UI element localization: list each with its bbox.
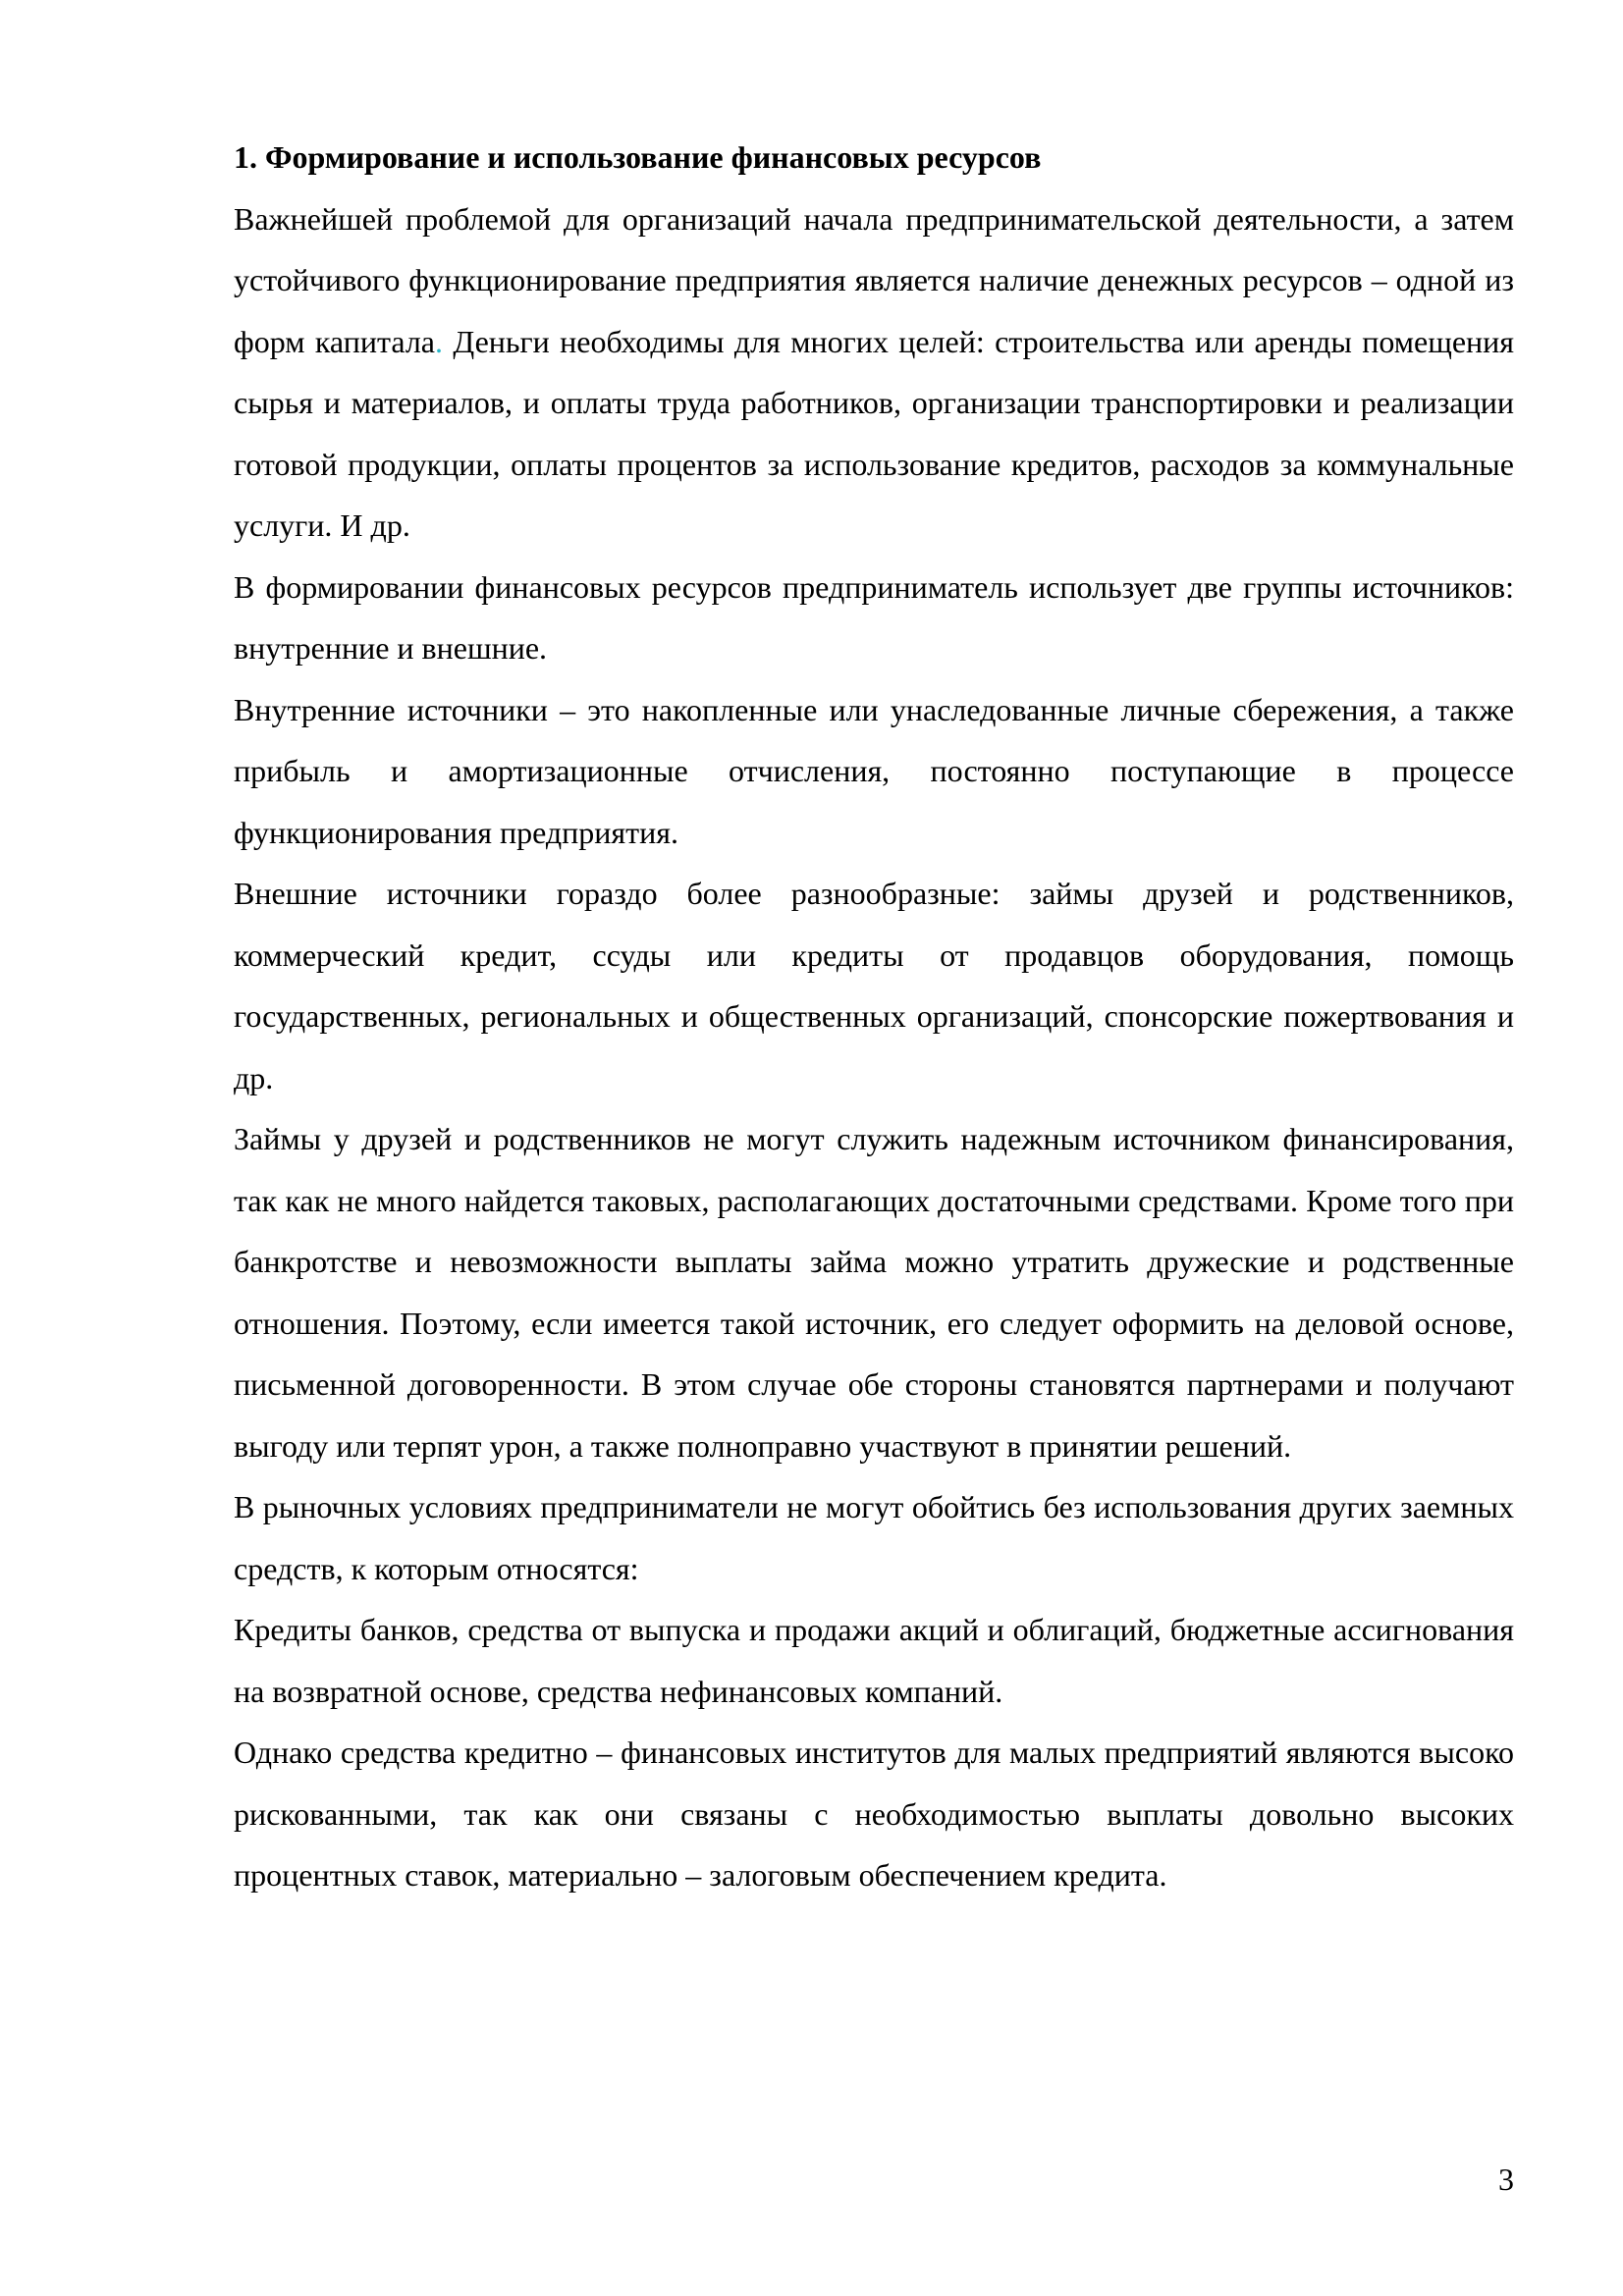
paragraph-6: В рыночных условиях предприниматели не могут обойтись без использования других заемных средств, к которым относятся: [234, 1489, 1514, 1586]
paragraph-8: Однако средства кредитно – финансовых институтов для малых предприятий являются высоко рискованными, так как они связаны с необходимостью выплаты довольно высоких процентных ставок, материально – залоговым обеспечением кредита. [234, 1735, 1514, 1893]
paragraph-2: В формировании финансовых ресурсов предприниматель использует две группы источников: внутренние и внешние. [234, 568, 1514, 666]
page-number: 3 [1498, 2162, 1514, 2197]
paragraph-5: Займы у друзей и родственников не могут служить надежным источником финансирования, так как не много найдется таковых, располагающих достаточными средствами. Кроме того при банкротстве и невозможности выплаты займа можно утратить дружеские и родственные отношения. Поэтому, если имеется такой источник, его следует оформить на деловой основе, письменной договоренности. В этом случае обе стороны становятся партнерами и получают выгоду или терпят урон, а также полноправно участвуют в принятии решений. [234, 1121, 1514, 1464]
paragraph-1-text-cont: Деньги необходимы для многих целей: строительства или аренды помещения сырья и материалов, и оплаты труда работников, организации транспортировки и реализации готовой продукции, оплаты процентов за использование кредитов, расходов за коммунальные услуги. И др. [234, 323, 1515, 543]
paragraph-7: Кредиты банков, средства от выпуска и продажи акций и облигаций, бюджетные ассигнования на возвратной основе, средства нефинансовых компаний. [234, 1612, 1514, 1709]
paragraph-1 [234, 188, 1514, 557]
paragraph-3: Внутренние источники – это накопленные или унаследованные личные сбережения, а также прибыль и амортизационные отчисления, постоянно поступающие в процессе функционирования предприятия. [234, 691, 1514, 850]
section-heading: 1. Формирование и использование финансовых ресурсов [234, 139, 1042, 175]
page-content [234, 127, 1514, 1906]
paragraph-1-dot: . [435, 323, 443, 359]
paragraph-1-text: Важнейшей проблемой для организаций начала предпринимательской деятельности, а затем устойчивого функционирование предприятия является наличие денежных ресурсов – одной из форм капитала [234, 200, 1514, 359]
paragraph-4: Внешние источники гораздо более разнообразные: займы друзей и родственников, коммерческий кредит, ссуды или кредиты от продавцов оборудования, помощь государственных, региональных и общественных организаций, спонсорские пожертвования и др. [234, 876, 1514, 1095]
